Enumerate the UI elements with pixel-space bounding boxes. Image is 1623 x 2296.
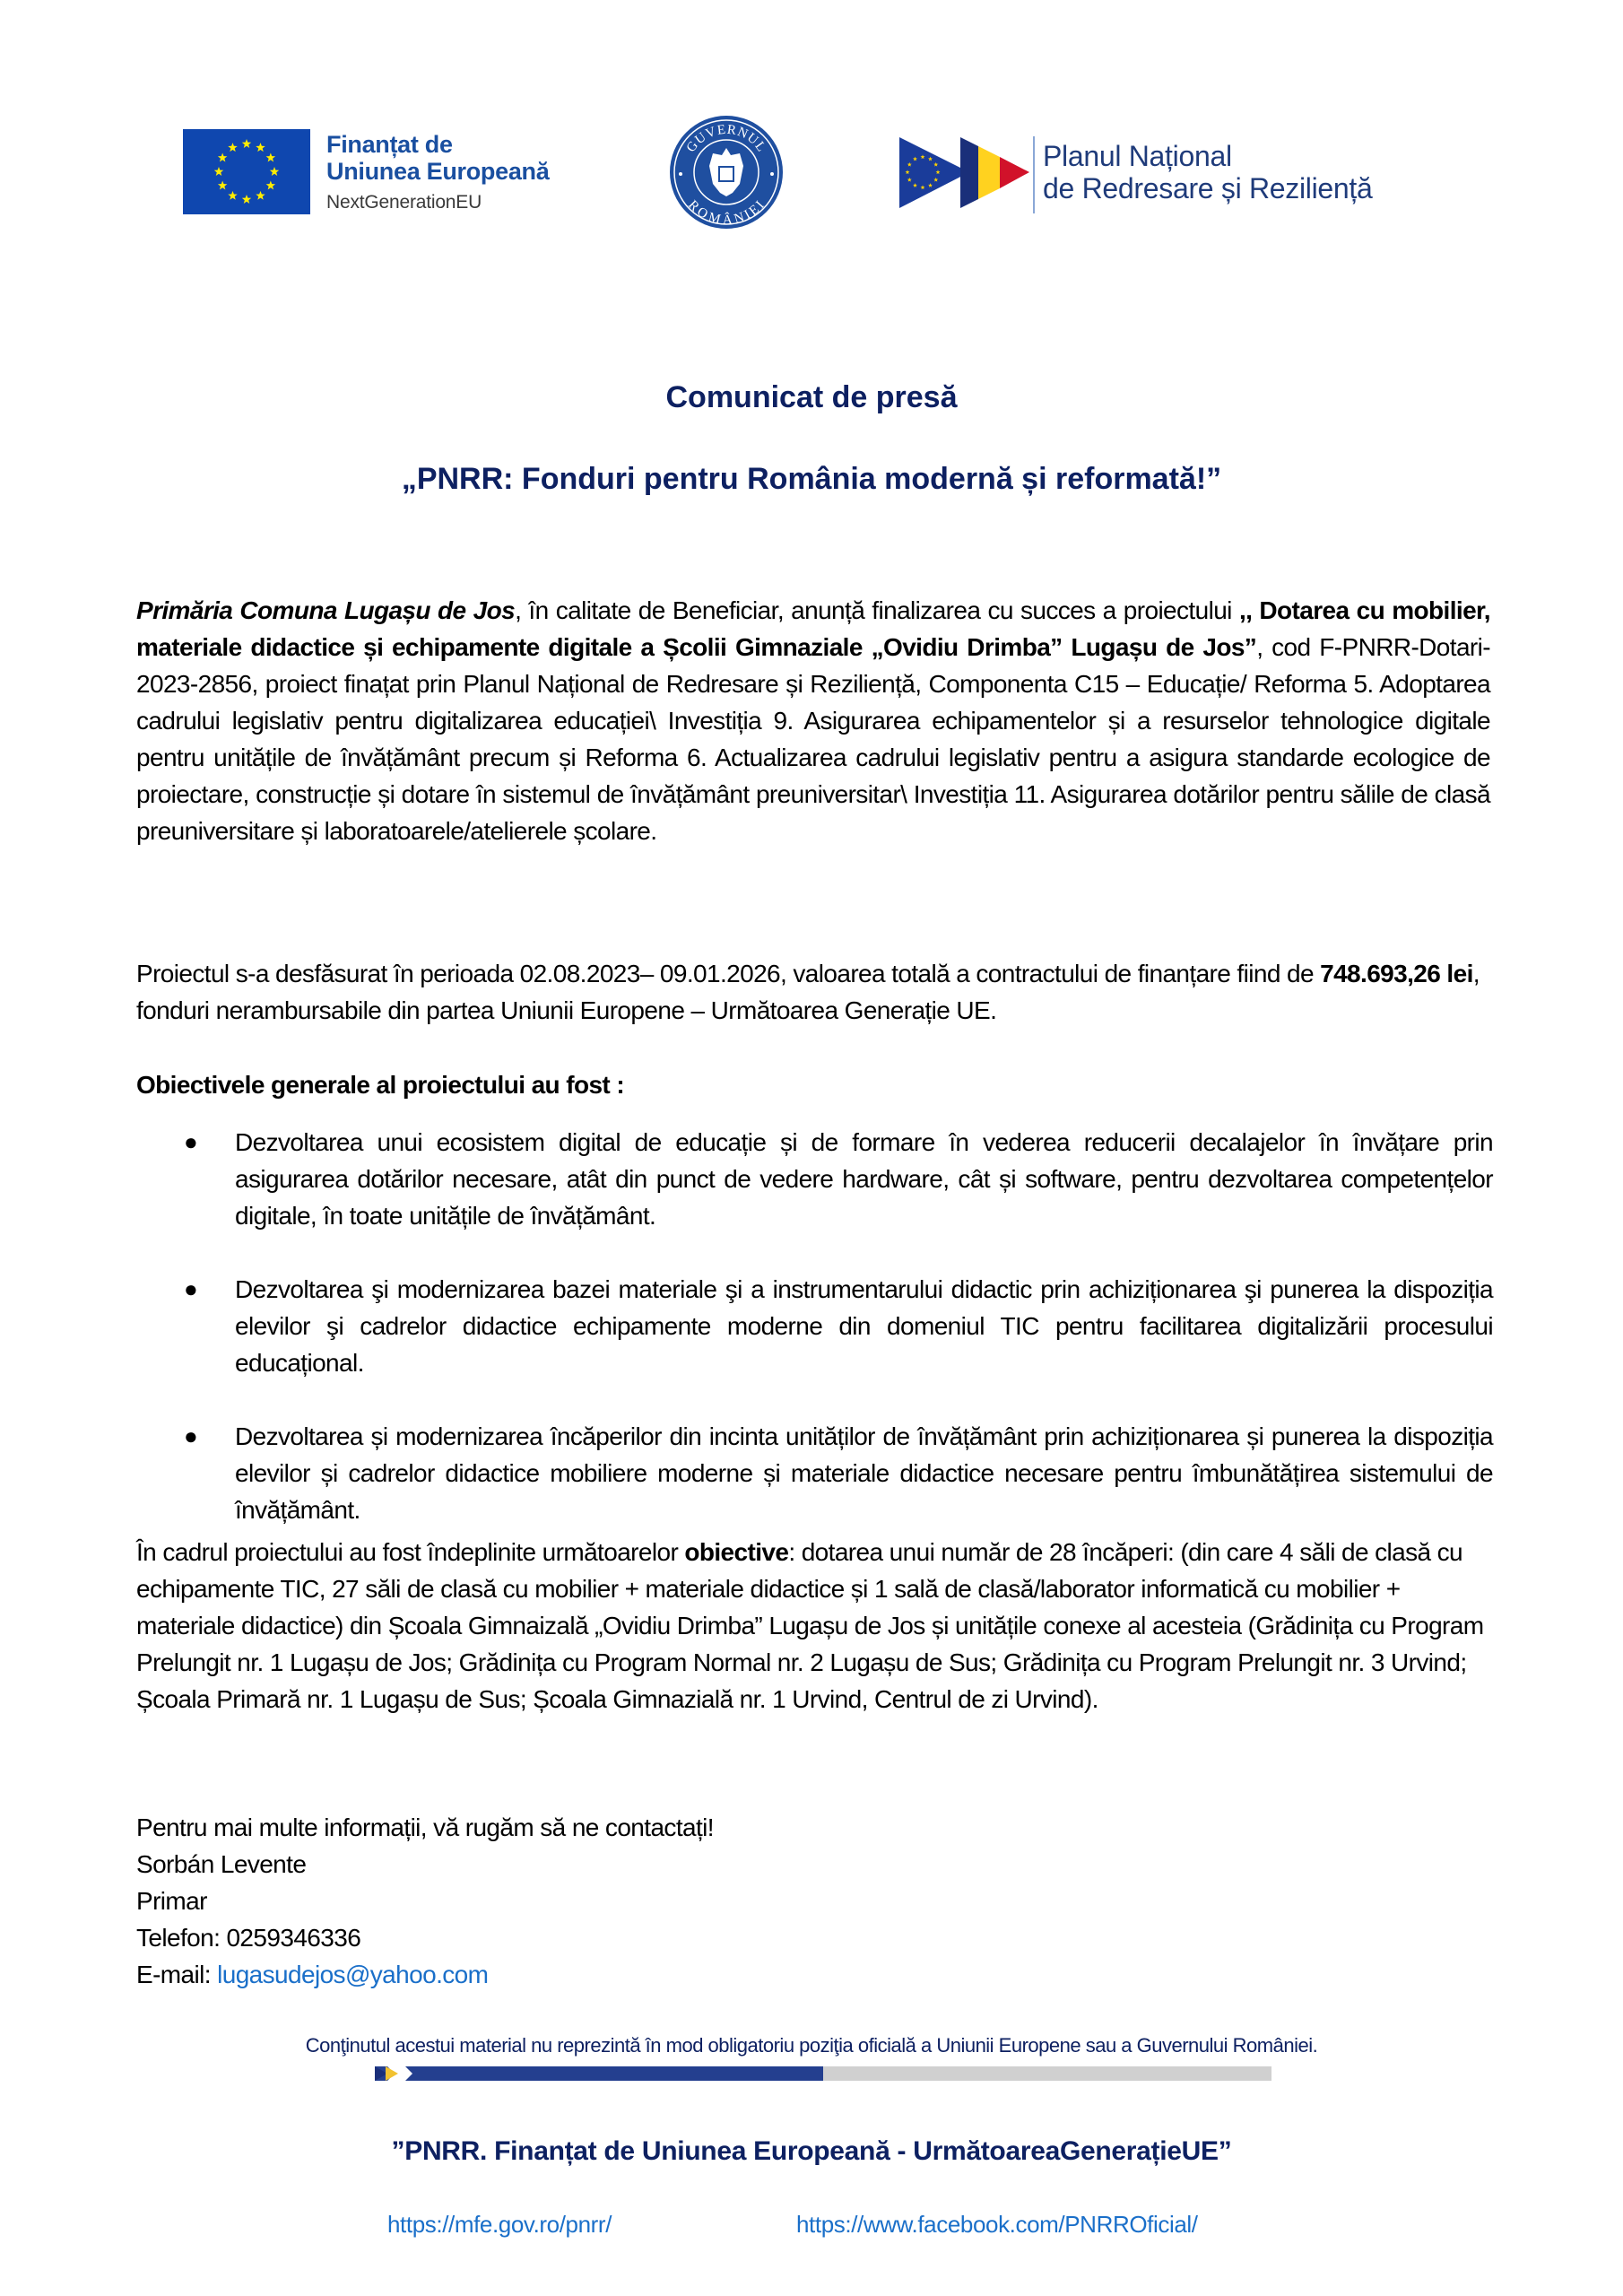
eu-logo-line1: Finanțat de [326, 131, 453, 158]
contact-role: Primar [136, 1887, 207, 1915]
objectives-heading: Obiectivele generale al proiectului au fost : [136, 1071, 625, 1099]
bullet-icon: ● [184, 1128, 198, 1155]
pnrr-logo-text [1043, 140, 1373, 204]
objective-text: Dezvoltarea şi modernizarea bazei materiale şi a instrumentarului didactic prin achiziționarea şi punerea la dispoziția elevilor şi cadrelor didactice echipamente moderne din domeniul TIC pentru facilitarea digitalizării procesului educațional. [235, 1275, 1493, 1377]
email-label: E-mail: [136, 1961, 218, 1988]
footer-decorative-bar [375, 2066, 1271, 2081]
achieved-text-2: : dotarea unui număr de 28 încăperi: (din care 4 săli de clasă cu echipamente TIC, 27 săli de clasă cu mobilier + materiale didactice și 1 sală de clasă/laborator informatică cu mobilier + materiale didactice) din Școala Gimnaizală „Ovidiu Drimba” Lugașu de Jos și unitățile conexe al acesteia (Grădinița cu Program Prelungit nr. 1 Lugașu de Jos; Grădinița cu Program Normal nr. 2 Lugașu de Sus; Grădinița cu Program Prelungit nr. 3 Urvind; Școala Primară nr. 1 Lugașu de Sus; Școala Gimnazială nr. 1 Urvind, Centrul de zi Urvind). [136, 1538, 1484, 1713]
mfe-pnrr-link[interactable]: https://mfe.gov.ro/pnrr/ [387, 2211, 612, 2238]
objective-text: Dezvoltarea și modernizarea încăperilor din incinta unităților de învățământ prin achiziționarea și punerea la dispoziția elevilor și cadrelor didactice mobiliere moderne și materiale didactice necesare pentru îmbunătățirea sistemului de învățământ. [235, 1422, 1493, 1524]
list-item [184, 1271, 1493, 1381]
pnrr-logo-divider [1033, 136, 1035, 213]
objectives-list [184, 1124, 1493, 1565]
achieved-bold: obiective [684, 1538, 789, 1566]
bullet-icon: ● [184, 1275, 198, 1302]
phone-number: 0259346336 [226, 1924, 361, 1952]
intro-text-2: , cod F-PNRR-Dotari- 2023-2856, proiect finațat prin Planul Național de Redresare și Reziliență, Componenta C15 – Educație/ Reforma 5. Adoptarea cadrului legislativ pentru digitalizarea educației\ Investiția 9. Asigurarea echipamentelor și a resurselor tehnologice digitale pentru unitățile de învățământ precum și Reforma 6. Actualizarea cadrului legislativ pentru a asigura standarde ecologice de proiectare, construcție și dotare în sistemul de învățământ preuniversitar\ Investiția 11. Asigurarea dotărilor pentru sălile de clasă preuniversitare și laboratoarele/atelierele școlare. [136, 633, 1490, 845]
achieved-objectives-paragraph [136, 1534, 1490, 1718]
achieved-text-1: În cadrul proiectului au fost îndeplinite următoarelor [136, 1538, 685, 1566]
eu-flag-icon [183, 129, 310, 214]
period-text-2: , fonduri nerambursabile din partea Uniunii Europene – Următoarea Generație UE. [136, 960, 1480, 1024]
contact-email-line [136, 1956, 1490, 1993]
eu-funding-logo-text [326, 131, 549, 213]
project-title: ,, Dotarea cu mobilier, materiale didactice și echipamente digitale a Școlii Gimnaziale „Ovidiu Drimba” Lugașu de Jos” [136, 596, 1490, 661]
pnrr-logo-line2: de Redresare și Reziliență [1043, 172, 1373, 204]
disclaimer-text: Conţinutul acestui material nu reprezintă în mod obligatoriu poziţia oficială a Uniunii Europene sau a Guvernului României. [305, 2034, 1318, 2057]
list-item [184, 1124, 1493, 1234]
page-subtitle: „PNRR: Fonduri pentru România modernă și reformată!” [401, 462, 1222, 496]
contact-block [136, 1809, 1490, 1993]
footer-slogan: ”PNRR. Finanțat de Uniunea Europeană - UrmătoareaGenerațieUE” [391, 2136, 1232, 2166]
period-text-1: Proiectul s-a desfăsurat în perioada 02.08.2023– 09.01.2026, valoarea totală a contractului de finanțare fiind de [136, 960, 1321, 987]
period-paragraph [136, 955, 1490, 1029]
contract-value: 748.693,26 lei [1320, 960, 1473, 987]
seal-bottom-text: ROMÂNIEI [685, 197, 768, 228]
objective-text: Dezvoltarea unui ecosistem digital de educație și de formare în vederea reducerii decalajelor în învățare prin asigurarea dotărilor necesare, atât din punct de vedere hardware, cât și software, pentru dezvoltarea competențelor digitale, în toate unitățile de învățământ. [235, 1128, 1493, 1230]
contact-phone-line [136, 1919, 1490, 1956]
pnrr-logo-line1: Planul Național [1043, 140, 1232, 172]
bullet-icon: ● [184, 1422, 198, 1449]
eu-logo-line2: Uniunea Europeană [326, 158, 550, 185]
romanian-government-seal-icon [668, 114, 785, 230]
list-item [184, 1418, 1493, 1528]
page-title: Comunicat de presă [665, 380, 958, 414]
beneficiary-name: Primăria Comuna Lugașu de Jos [136, 596, 516, 624]
eu-stars-icon [183, 129, 310, 214]
intro-text-1: , în calitate de Beneficiar, anunță finalizarea cu succes a proiectului [515, 596, 1239, 624]
pnrr-arrows-icon [899, 135, 1029, 211]
contact-invite: Pentru mai multe informații, vă rugăm să ne contactați! [136, 1813, 714, 1841]
facebook-pnrr-link[interactable]: https://www.facebook.com/PNRROficial/ [796, 2211, 1198, 2238]
email-link[interactable]: lugasudejos@yahoo.com [217, 1961, 489, 1988]
seal-top-text: GUVERNUL [683, 122, 769, 155]
contact-name: Sorbán Levente [136, 1850, 307, 1878]
eu-logo-line3: NextGenerationEU [326, 192, 482, 213]
phone-label: Telefon: [136, 1924, 227, 1952]
intro-paragraph [136, 592, 1490, 849]
